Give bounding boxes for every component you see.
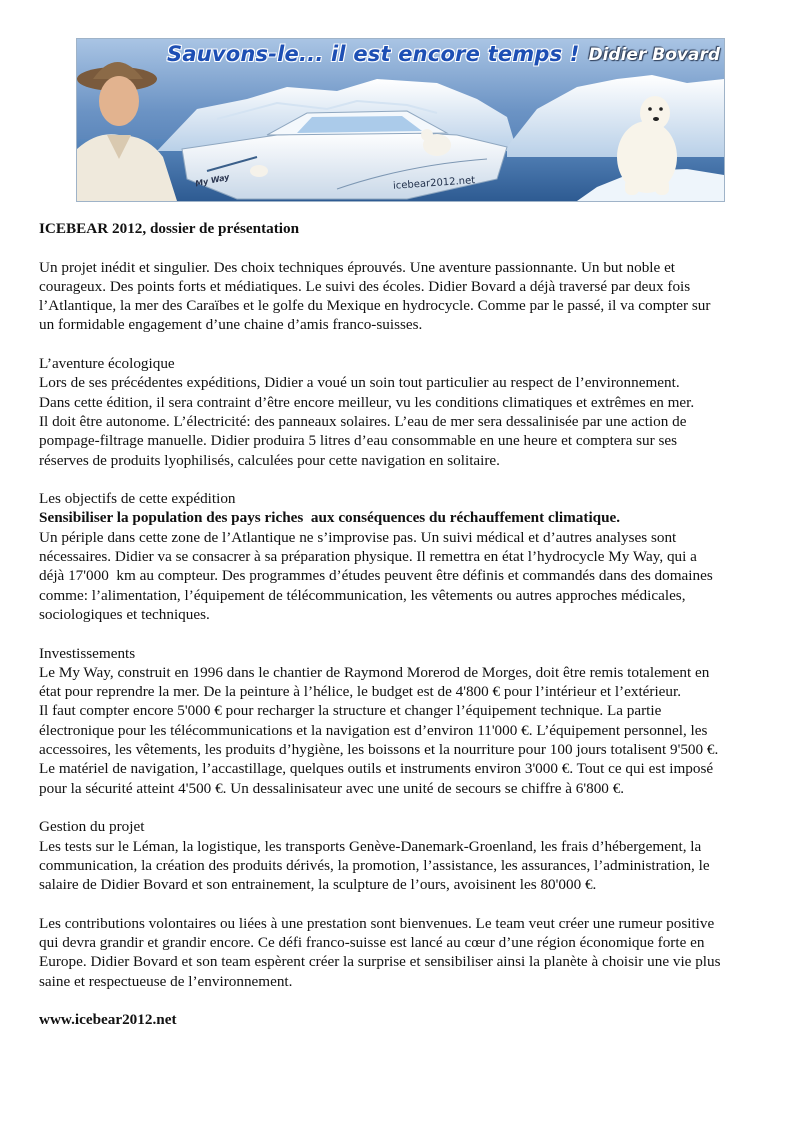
header-banner (76, 38, 725, 202)
banner-slogan: Sauvons-le... il est encore temps ! (167, 42, 580, 66)
management-section: Gestion du projet Les tests sur le Léman, la logistique, les transports Genève-Danemark-Groenland, les frais d’hébergement, la communication, la création des produits dérivés, la promotion, l’assistance, les assurances, l’administration, le salaire de Didier Bovard et son entrainement, la sculpture de l’ours, avoisinent les 80'000 €. (39, 817, 763, 894)
investments-section: Investissements Le My Way, construit en 1996 dans le chantier de Raymond Morerod de Morges, doit être remis totalement en état pour reprendre la mer. De la peinture à l’hélice, le budget est de 4'800 € pour l’intérieur et l’extérieur. Il faut compter encore 5'000 € pour recharger la structure et changer l’équipement technique. La partie électronique pour les télécommunications et la navigation est d’environ 11'000 €. L’équipement personnel, les accessoires, les vêtements, les produits d’hygiène, les boissons et la nourriture pour 100 jours totalisent 9'500 €. Le matériel de navigation, l’accastillage, quelques outils et instruments environ 3'000 €. Tout ce qui est imposé pour la sécurité atteint 4'500 €. Un dessalinisateur avec une unité de secours se chiffre à 6'800 €. (39, 644, 763, 798)
section-title: Investissements (39, 644, 136, 662)
section-title: L’aventure écologique (39, 355, 175, 373)
boat-url-label: icebear2012.net (392, 175, 476, 192)
intro-paragraph: Un projet inédit et singulier. Des choix techniques éprouvés. Une aventure passionnante. Un but noble et courageux. Des points forts et médiatiques. Le suivi des écoles. Didier Bovard a déjà traversé par deux fois l’Atlantique, la mer des Caraïbes et le golfe du Mexique en hydrocycle. Comme par le passé, il va compter sur un formidable engagement d’une chaine d’amis franco-suisses. (39, 258, 711, 334)
document-body (39, 219, 763, 1049)
section-title: Les objectifs de cette expédition (39, 490, 236, 508)
boat-name-label: My Way (194, 172, 231, 189)
objectives-section: Les objectifs de cette expédition Sensibiliser la population des pays riches aux conséquences du réchauffement climatique. Un périple dans cette zone de l’Atlantique ne s’improvise pas. Un suivi médical et d’autres analyses sont nécessaires. Didier va se consacrer à sa préparation physique. Il remettra en état l’hydrocycle My Way, qui a déjà 17'000 km au compteur. Des programmes d’études peuvent être définis et commandés dans des domaines comme: l’alimentation, l’équipement de télécommunication, les vêtements ou autres approches médicales, sociologiques et techniques. (39, 489, 763, 624)
ecology-section: L’aventure écologique Lors de ses précédentes expéditions, Didier a voué un soin tout particulier au respect de l’environnement. Dans cette édition, il sera contraint d’être encore meilleur, vu les conditions climatiques et extrêmes en mer. Il doit être autonome. L’électricité: des panneaux solaires. L’eau de mer sera dessalinisée par une action de pompage-filtrage manuelle. Didier produira 5 litres d’eau consommable en une heure et comptera sur ses réserves de produits lyophilisés, calculées pour cette navigation en solitaire. (39, 354, 763, 470)
contributions-paragraph: Les contributions volontaires ou liées à une prestation sont bienvenues. Le team veut créer une rumeur positive qui devra grandir et grandir encore. Ce défi franco-suisse est lancé au cœur d’une région économique forte en Europe. Didier Bovard et son team espèrent créer la surprise et sensibiliser ainsi la planète à choisir une vie plus saine et respectueuse de l’environnement. (39, 914, 721, 990)
section-title: Gestion du projet (39, 818, 145, 836)
objective-statement: Sensibiliser la population des pays riches aux conséquences du réchauffement climatique. (39, 509, 621, 527)
document-heading: ICEBEAR 2012, dossier de présentation (39, 220, 300, 237)
banner-author: Didier Bovard (588, 45, 720, 65)
website-link[interactable]: www.icebear2012.net (39, 1011, 177, 1029)
